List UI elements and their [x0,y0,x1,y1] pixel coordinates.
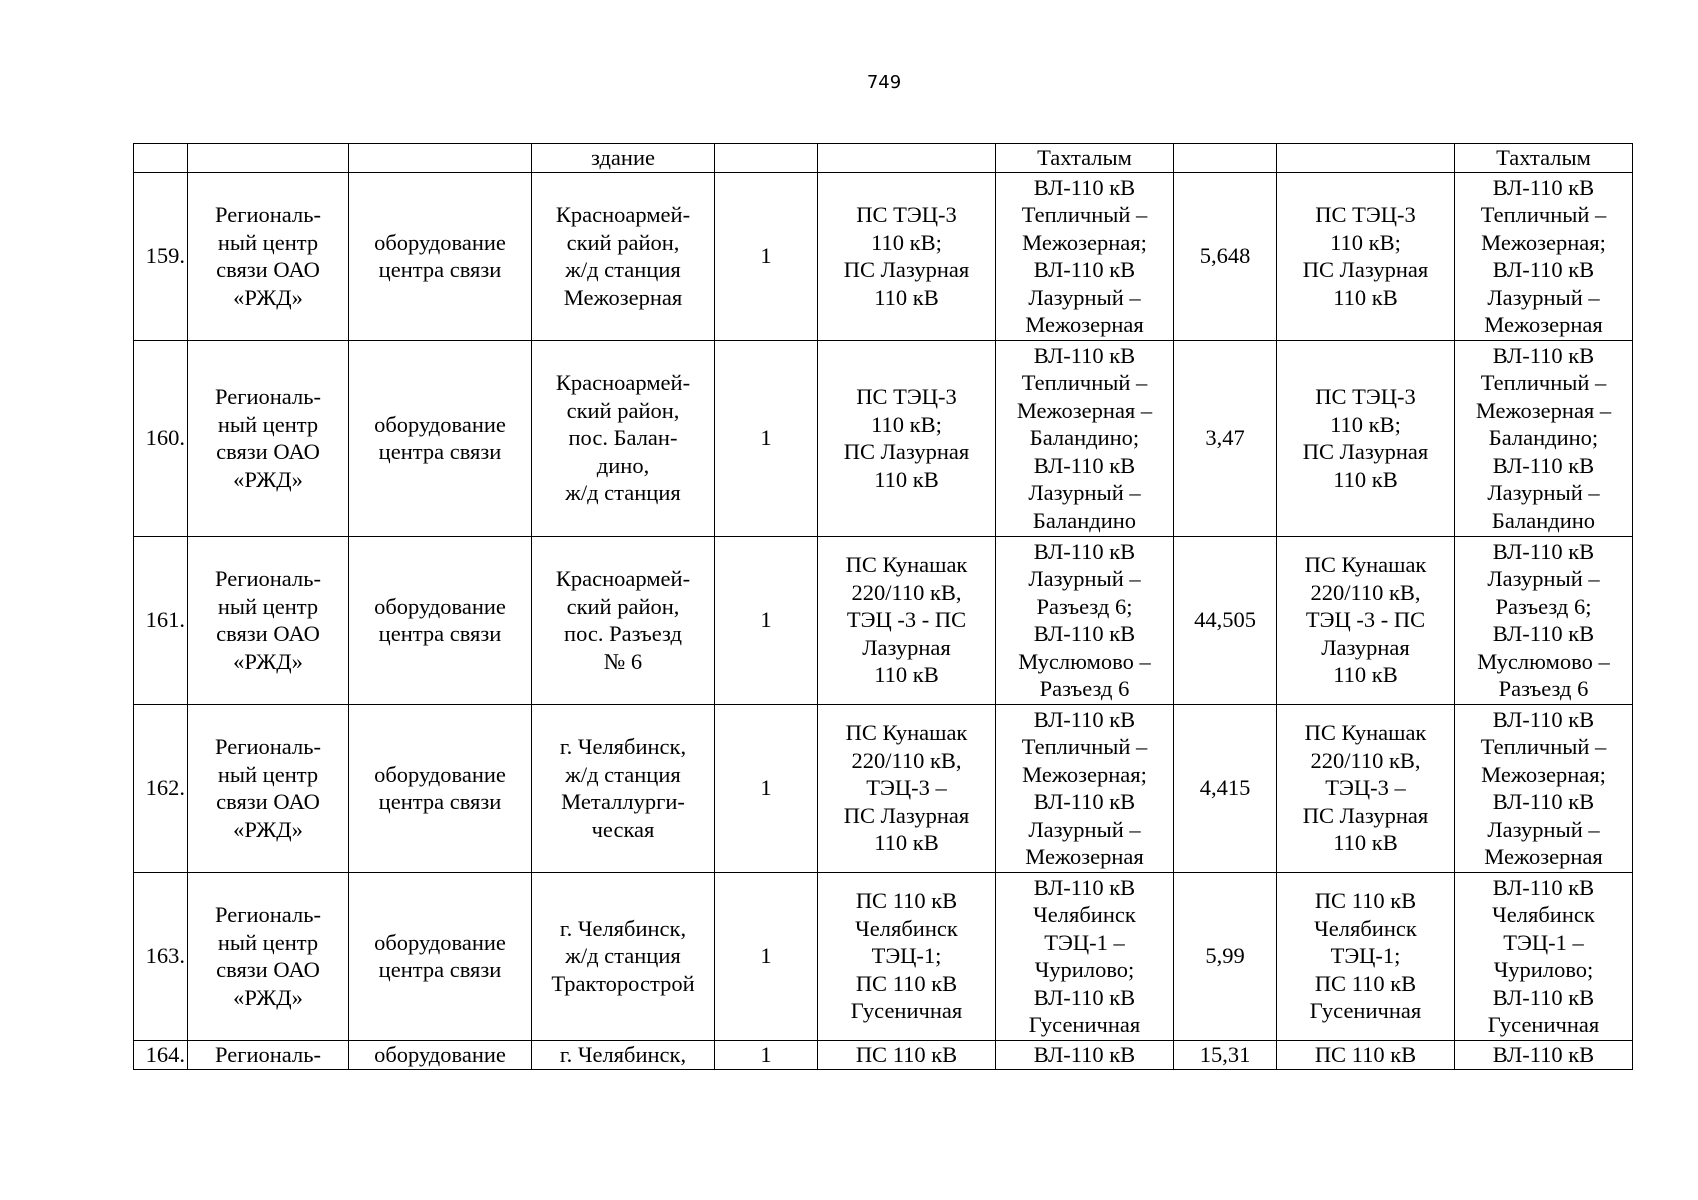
cell-substation-b [1277,144,1455,173]
cell-value: 5,648 [1174,172,1277,340]
cell-value: 15,31 [1174,1040,1277,1069]
cell-lines-b: ВЛ-110 кВ Челябинск ТЭЦ-1 – Чурилово; ВЛ-110 кВ Гусеничная [1455,872,1633,1040]
cell-owner [188,144,349,173]
cell-substation-a: ПС Кунашак 220/110 кВ, ТЭЦ-3 – ПС Лазурная 110 кВ [818,704,996,872]
cell-count: 1 [715,172,818,340]
cell-substation-b: ПС ТЭЦ-3 110 кВ; ПС Лазурная 110 кВ [1277,340,1455,536]
cell-object: оборудование центра связи [349,536,532,704]
cell-value: 44,505 [1174,536,1277,704]
table-row [134,704,1633,872]
cell-count: 1 [715,872,818,1040]
table-row [134,340,1633,536]
cell-object: оборудование центра связи [349,340,532,536]
cell-value: 3,47 [1174,340,1277,536]
cell-object: оборудование центра связи [349,872,532,1040]
table-row [134,872,1633,1040]
cell-substation-a: ПС ТЭЦ-3 110 кВ; ПС Лазурная 110 кВ [818,340,996,536]
cell-count: 1 [715,340,818,536]
cell-substation-a: ПС ТЭЦ-3 110 кВ; ПС Лазурная 110 кВ [818,172,996,340]
cell-substation-b: ПС 110 кВ [1277,1040,1455,1069]
cell-location: Красноармей- ский район, пос. Балан- дино, ж/д станция [532,340,715,536]
cell-lines-b: ВЛ-110 кВ Тепличный – Межозерная; ВЛ-110 кВ Лазурный – Межозерная [1455,704,1633,872]
cell-owner: Региональ- ный центр связи ОАО «РЖД» [188,172,349,340]
cell-location: Красноармей- ский район, пос. Разъезд № 6 [532,536,715,704]
cell-count: 1 [715,536,818,704]
cell-lines-a: ВЛ-110 кВ Тепличный – Межозерная; ВЛ-110 кВ Лазурный – Межозерная [996,704,1174,872]
data-table [133,143,1633,1070]
cell-location: г. Челябинск, [532,1040,715,1069]
cell-owner: Региональ- ный центр связи ОАО «РЖД» [188,340,349,536]
cell-lines-b: ВЛ-110 кВ Лазурный – Разъезд 6; ВЛ-110 кВ Муслюмово – Разъезд 6 [1455,536,1633,704]
cell-owner: Региональ- ный центр связи ОАО «РЖД» [188,872,349,1040]
table-row [134,172,1633,340]
cell-value: 5,99 [1174,872,1277,1040]
cell-object: оборудование центра связи [349,172,532,340]
cell-num: 163. [134,872,188,1040]
table-row [134,536,1633,704]
cell-lines-a: ВЛ-110 кВ [996,1040,1174,1069]
table-row-continued [134,144,1633,173]
cell-location: г. Челябинск, ж/д станция Тракторострой [532,872,715,1040]
cell-count: 1 [715,704,818,872]
cell-substation-a: ПС Кунашак 220/110 кВ, ТЭЦ -3 - ПС Лазурная 110 кВ [818,536,996,704]
cell-value [1174,144,1277,173]
cell-owner: Региональ- ный центр связи ОАО «РЖД» [188,704,349,872]
cell-substation-b: ПС Кунашак 220/110 кВ, ТЭЦ-3 – ПС Лазурная 110 кВ [1277,704,1455,872]
cell-owner: Региональ- [188,1040,349,1069]
cell-lines-b: ВЛ-110 кВ [1455,1040,1633,1069]
table-row [134,1040,1633,1069]
cell-location: здание [532,144,715,173]
cell-substation-b: ПС ТЭЦ-3 110 кВ; ПС Лазурная 110 кВ [1277,172,1455,340]
cell-num: 161. [134,536,188,704]
cell-num: 164. [134,1040,188,1069]
cell-num: 162. [134,704,188,872]
cell-value: 4,415 [1174,704,1277,872]
cell-lines-b: ВЛ-110 кВ Тепличный – Межозерная – Баландино; ВЛ-110 кВ Лазурный – Баландино [1455,340,1633,536]
cell-num [134,144,188,173]
cell-num: 160. [134,340,188,536]
cell-owner: Региональ- ный центр связи ОАО «РЖД» [188,536,349,704]
cell-count [715,144,818,173]
cell-lines-a: Тахталым [996,144,1174,173]
cell-substation-a: ПС 110 кВ [818,1040,996,1069]
cell-count: 1 [715,1040,818,1069]
cell-num: 159. [134,172,188,340]
cell-lines-b: Тахталым [1455,144,1633,173]
cell-location: Красноармей- ский район, ж/д станция Межозерная [532,172,715,340]
cell-lines-a: ВЛ-110 кВ Тепличный – Межозерная – Баландино; ВЛ-110 кВ Лазурный – Баландино [996,340,1174,536]
page-number: 749 [866,72,902,93]
cell-object: оборудование [349,1040,532,1069]
cell-substation-a [818,144,996,173]
cell-substation-a: ПС 110 кВ Челябинск ТЭЦ-1; ПС 110 кВ Гусеничная [818,872,996,1040]
cell-substation-b: ПС 110 кВ Челябинск ТЭЦ-1; ПС 110 кВ Гусеничная [1277,872,1455,1040]
cell-substation-b: ПС Кунашак 220/110 кВ, ТЭЦ -3 - ПС Лазурная 110 кВ [1277,536,1455,704]
cell-lines-a: ВЛ-110 кВ Лазурный – Разъезд 6; ВЛ-110 кВ Муслюмово – Разъезд 6 [996,536,1174,704]
cell-lines-a: ВЛ-110 кВ Челябинск ТЭЦ-1 – Чурилово; ВЛ-110 кВ Гусеничная [996,872,1174,1040]
cell-lines-b: ВЛ-110 кВ Тепличный – Межозерная; ВЛ-110 кВ Лазурный – Межозерная [1455,172,1633,340]
cell-location: г. Челябинск, ж/д станция Металлурги- ческая [532,704,715,872]
cell-object [349,144,532,173]
cell-object: оборудование центра связи [349,704,532,872]
cell-lines-a: ВЛ-110 кВ Тепличный – Межозерная; ВЛ-110 кВ Лазурный – Межозерная [996,172,1174,340]
